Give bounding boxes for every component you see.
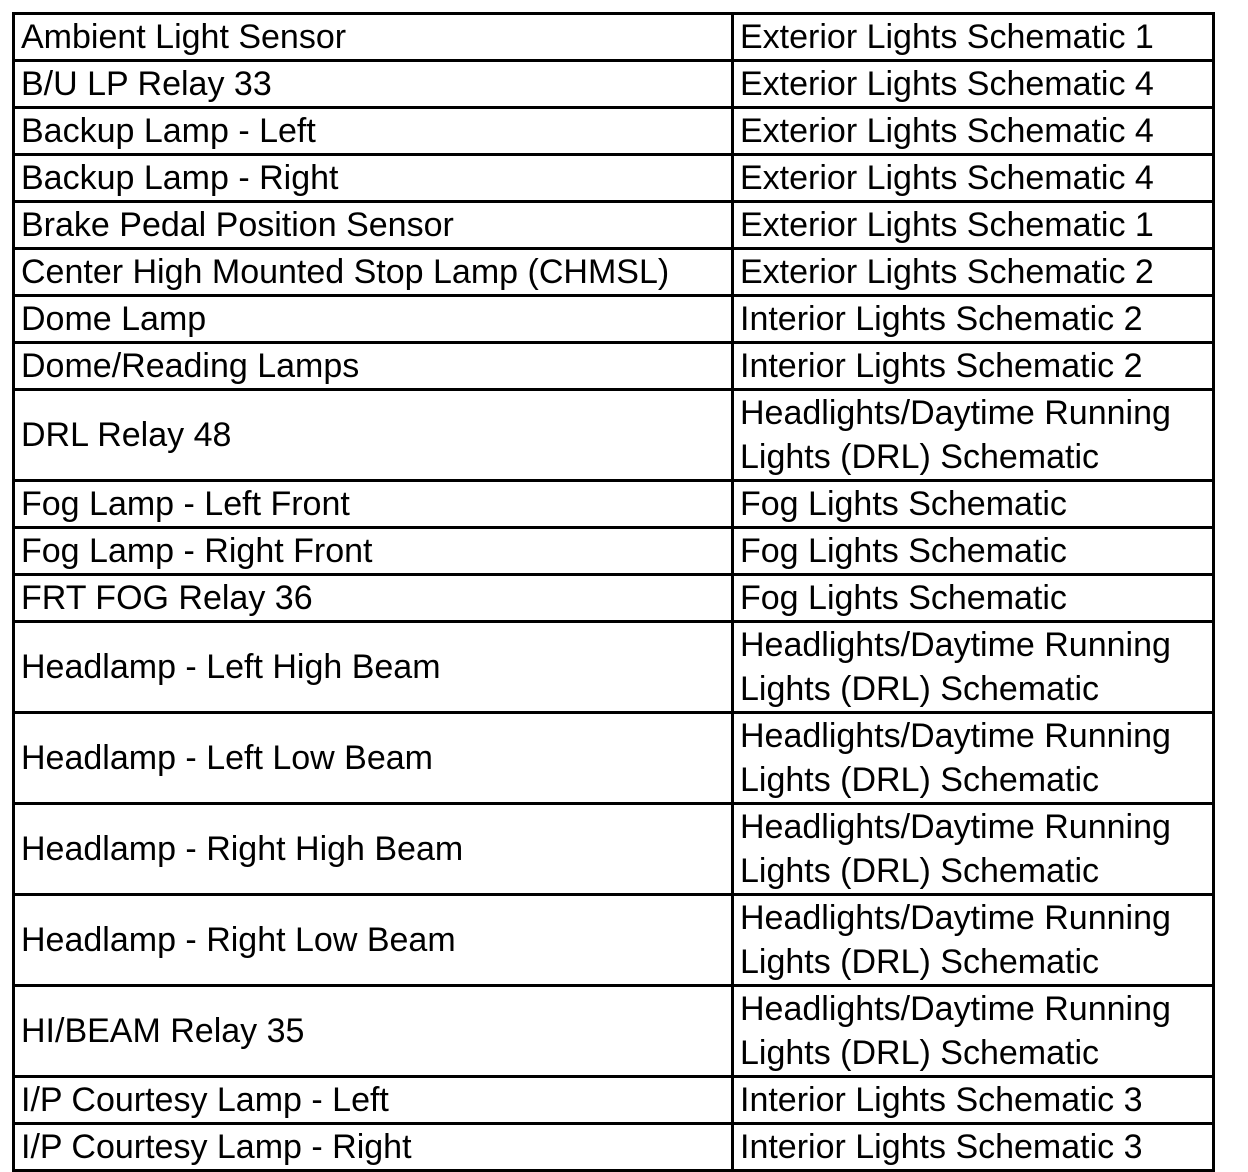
component-cell: I/P Courtesy Lamp - Left	[14, 1077, 733, 1124]
table-row	[14, 202, 1214, 249]
schematic-cell: Exterior Lights Schematic 4	[733, 108, 1214, 155]
component-cell: Headlamp - Right High Beam	[14, 804, 733, 895]
component-cell: Dome/Reading Lamps	[14, 343, 733, 390]
component-cell: Fog Lamp - Left Front	[14, 481, 733, 528]
schematic-cell: Interior Lights Schematic 3	[733, 1077, 1214, 1124]
schematic-cell: Headlights/Daytime Running Lights (DRL) Schematic	[733, 622, 1214, 713]
schematic-cell: Headlights/Daytime Running Lights (DRL) Schematic	[733, 713, 1214, 804]
table-row	[14, 575, 1214, 622]
schematic-cell: Fog Lights Schematic	[733, 575, 1214, 622]
component-cell: HI/BEAM Relay 35	[14, 986, 733, 1077]
component-cell: Ambient Light Sensor	[14, 14, 733, 61]
table-row	[14, 390, 1214, 481]
table-row	[14, 986, 1214, 1077]
table-row	[14, 249, 1214, 296]
schematic-cell: Headlights/Daytime Running Lights (DRL) Schematic	[733, 390, 1214, 481]
table-row	[14, 528, 1214, 575]
component-cell: Backup Lamp - Left	[14, 108, 733, 155]
schematic-cell: Interior Lights Schematic 2	[733, 343, 1214, 390]
schematic-cell: Fog Lights Schematic	[733, 528, 1214, 575]
component-cell: Backup Lamp - Right	[14, 155, 733, 202]
table-row	[14, 61, 1214, 108]
schematic-cell: Headlights/Daytime Running Lights (DRL) Schematic	[733, 804, 1214, 895]
schematic-cell: Interior Lights Schematic 3	[733, 1124, 1214, 1171]
table-row	[14, 804, 1214, 895]
table-row	[14, 622, 1214, 713]
schematic-cell: Exterior Lights Schematic 1	[733, 202, 1214, 249]
schematic-cell: Headlights/Daytime Running Lights (DRL) Schematic	[733, 895, 1214, 986]
component-cell: Fog Lamp - Right Front	[14, 528, 733, 575]
table-row	[14, 895, 1214, 986]
component-cell: Brake Pedal Position Sensor	[14, 202, 733, 249]
component-cell: Dome Lamp	[14, 296, 733, 343]
table-row	[14, 155, 1214, 202]
component-cell: Headlamp - Right Low Beam	[14, 895, 733, 986]
schematic-cell: Interior Lights Schematic 2	[733, 296, 1214, 343]
component-cell: Headlamp - Left Low Beam	[14, 713, 733, 804]
component-cell: Center High Mounted Stop Lamp (CHMSL)	[14, 249, 733, 296]
component-cell: DRL Relay 48	[14, 390, 733, 481]
schematic-cell: Exterior Lights Schematic 1	[733, 14, 1214, 61]
table-row	[14, 108, 1214, 155]
table-row	[14, 1124, 1214, 1171]
component-cell: I/P Courtesy Lamp - Right	[14, 1124, 733, 1171]
schematic-cell: Exterior Lights Schematic 4	[733, 61, 1214, 108]
table-row	[14, 296, 1214, 343]
component-cell: B/U LP Relay 33	[14, 61, 733, 108]
schematic-cell: Exterior Lights Schematic 4	[733, 155, 1214, 202]
schematic-cell: Fog Lights Schematic	[733, 481, 1214, 528]
table-row	[14, 343, 1214, 390]
table-row	[14, 14, 1214, 61]
schematic-cell: Headlights/Daytime Running Lights (DRL) Schematic	[733, 986, 1214, 1077]
table-row	[14, 713, 1214, 804]
component-schematic-table	[12, 12, 1215, 1172]
component-cell: Headlamp - Left High Beam	[14, 622, 733, 713]
table-row	[14, 481, 1214, 528]
table-row	[14, 1077, 1214, 1124]
schematic-cell: Exterior Lights Schematic 2	[733, 249, 1214, 296]
component-cell: FRT FOG Relay 36	[14, 575, 733, 622]
